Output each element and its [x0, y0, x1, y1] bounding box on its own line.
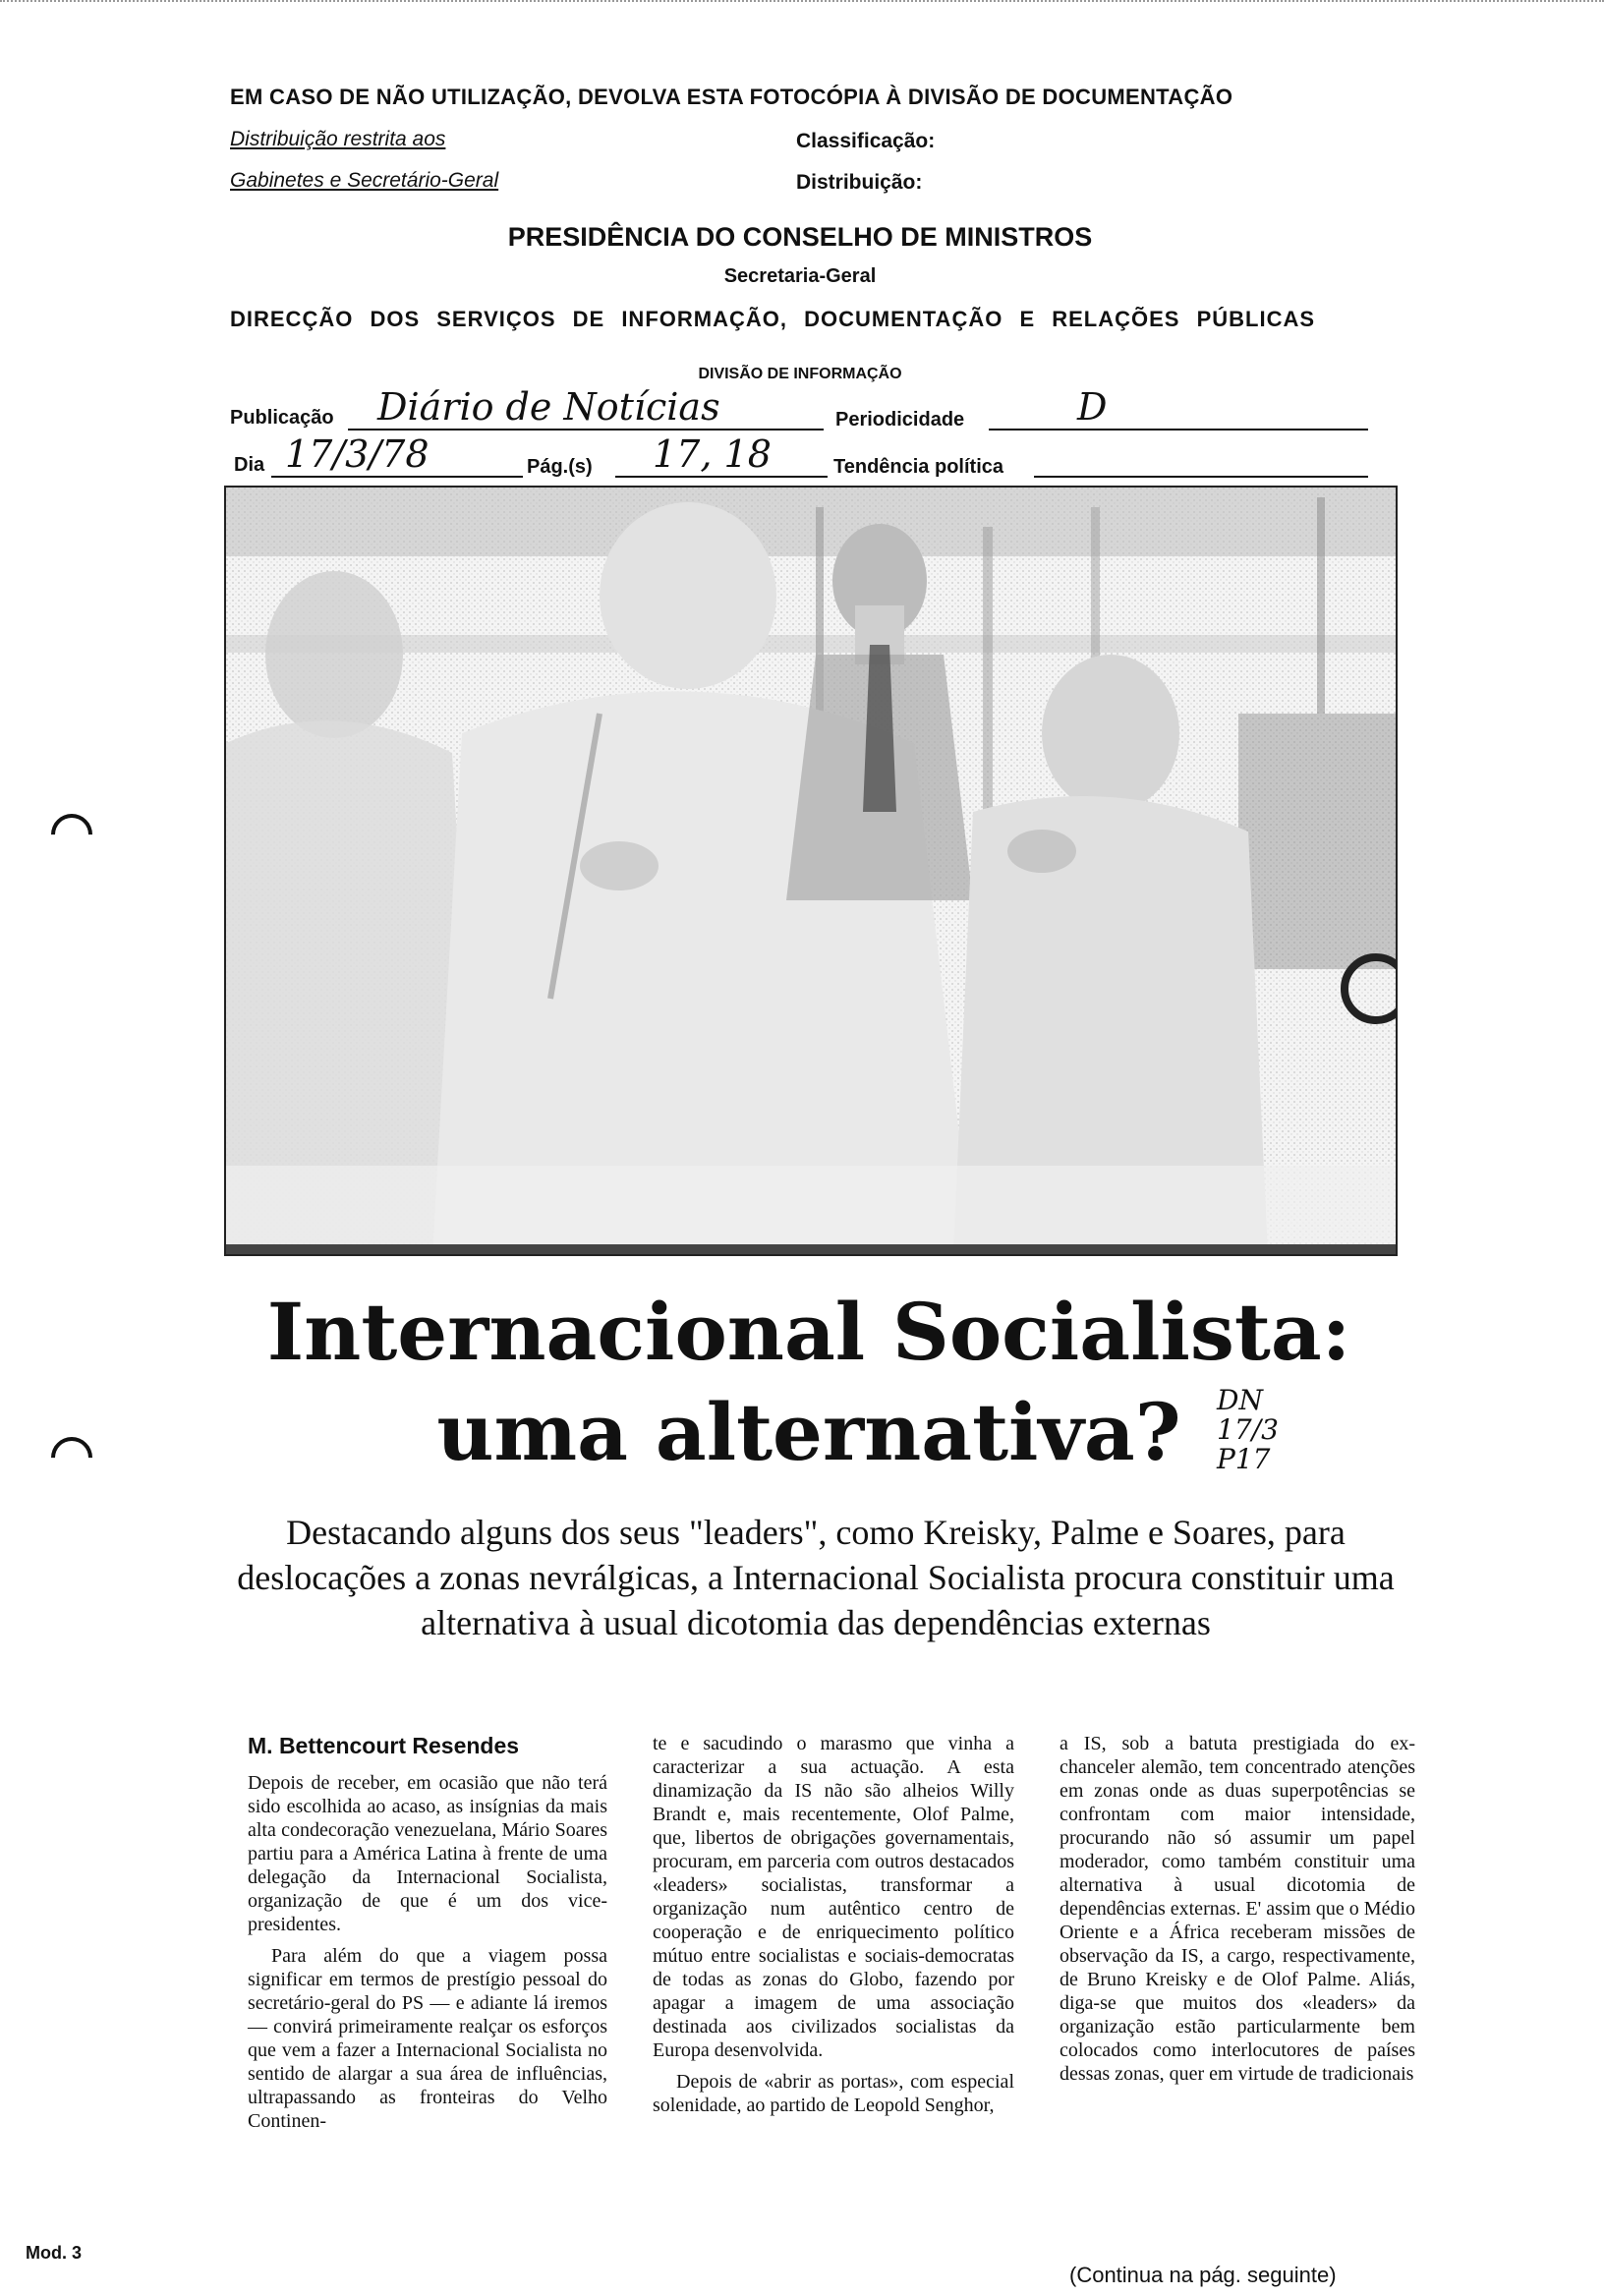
division-title: DIVISÃO DE INFORMAÇÃO [698, 366, 902, 382]
distribution-note-line1: Distribuição restrita aos [230, 128, 446, 150]
distribution-label: Distribuição: [796, 171, 923, 194]
handwritten-margin-note [1217, 1386, 1279, 1474]
day-label: Dia [234, 454, 265, 476]
article-column-1 [248, 1734, 607, 2141]
col2-paragraph1: te e sacudindo o marasmo que vinha a caracterizar a sua actuação. A esta dinamização da IS não são alheios Willy Brandt e, mais recentemente, Olof Palme, que, libertos de obrigações governamentais, procuram, em parceria com outros destacados «leaders» socialistas, transformar a organização num autêntico centro de cooperação e de enriquecimento político mútuo entre socialistas e sociais-democratas de todas as zonas do Globo, fazendo por apagar a imagem de uma associação destinada aos civilizados socialistas da Europa desenvolvida. [653, 1733, 1014, 2061]
margin-note-line3: P17 [1217, 1443, 1271, 1475]
day-line [271, 476, 523, 478]
article-column-3 [1060, 1732, 1415, 2094]
punch-hole-top [42, 805, 100, 863]
margin-note-line2: 17/3 [1217, 1413, 1279, 1446]
col1-paragraph2: Para além do que a viagem possa significar em termos de prestígio pessoal do secretário-geral do PS — e adiante lá iremos — convirá primeiramente realçar os esforços que vem a fazer a Internacional Socialista no sentido de alargar a sua área de influências, ultrapassando as fronteiras do Velho Continen- [248, 1945, 607, 2132]
pages-handwritten: 17, 18 [653, 432, 772, 476]
article-column-2 [653, 1732, 1014, 2125]
pages-line [615, 476, 828, 478]
continuation-note: (Continua na pág. seguinte) [1069, 2263, 1337, 2287]
directorate-title: DIRECÇÃO DOS SERVIÇOS DE INFORMAÇÃO, DOCUMENTAÇÃO E RELAÇÕES PÚBLICAS [230, 307, 1316, 331]
headline-line1: Internacional Socialista: [266, 1286, 1351, 1378]
article-photo [224, 486, 1398, 1256]
secretariat-title: Secretaria-Geral [723, 265, 877, 287]
pages-label: Pág.(s) [527, 456, 593, 478]
periodicity-line [989, 429, 1368, 430]
scan-top-edge [0, 0, 1604, 12]
form-code: Mod. 3 [26, 2243, 82, 2263]
tendency-label: Tendência política [833, 456, 1003, 478]
byline: M. Bettencourt Resendes [248, 1733, 520, 1758]
presidency-title: PRESIDÊNCIA DO CONSELHO DE MINISTROS [507, 222, 1093, 252]
return-warning: EM CASO DE NÃO UTILIZAÇÃO, DEVOLVA ESTA FOTOCÓPIA À DIVISÃO DE DOCUMENTAÇÃO [230, 85, 1233, 109]
classification-label: Classificação: [796, 130, 936, 152]
photo-illustration [226, 488, 1396, 1254]
day-handwritten: 17/3/78 [285, 432, 430, 476]
publication-line [348, 429, 824, 430]
margin-note-line1: DN [1217, 1384, 1263, 1416]
publication-handwritten: Diário de Notícias [377, 385, 720, 429]
periodicity-handwritten: D [1077, 385, 1108, 429]
distribution-note-line2: Gabinetes e Secretário-Geral [230, 169, 499, 192]
article-lead: Destacando alguns dos seus "leaders", como Kreisky, Palme e Soares, para deslocações a zonas nevrálgicas, a Internacional Socialista procura constituir uma alternativa à usual dicotomia das dependências externas [237, 1513, 1395, 1642]
headline-line2: uma alternativa? [436, 1386, 1181, 1478]
col2-paragraph2: Depois de «abrir as portas», com especial solenidade, ao partido de Leopold Senghor, [653, 2071, 1014, 2116]
tendency-line [1034, 476, 1368, 478]
publication-label: Publicação [230, 407, 334, 429]
col3-paragraph1: a IS, sob a batuta prestigiada do ex-chanceler alemão, tem concentrado atenções em zonas onde as duas superpotências se confrontam com maior intensidade, procurando não só assumir um papel moderador, como também constituir uma alternativa à usual dicotomia de dependências externas. E' assim que o Médio Oriente e a África receberam missões de observação da IS, a cargo, respectivamente, de Bruno Kreisky e de Olof Palme. Aliás, diga-se que muitos dos «leaders» da organização estão particularmente bem colocados como interlocutores de países dessas zonas, quer em virtude de tradicionais [1060, 1733, 1415, 2085]
col1-paragraph1: Depois de receber, em ocasião que não terá sido escolhida ao acaso, as insígnias da mais alta condecoração venezuelana, Mário Soares partiu para a América Latina à frente de uma delegação da Internacional Socialista, organização de que é um dos vice-presidentes. [248, 1772, 607, 1935]
punch-hole-bottom [42, 1428, 100, 1486]
periodicity-label: Periodicidade [835, 409, 965, 430]
